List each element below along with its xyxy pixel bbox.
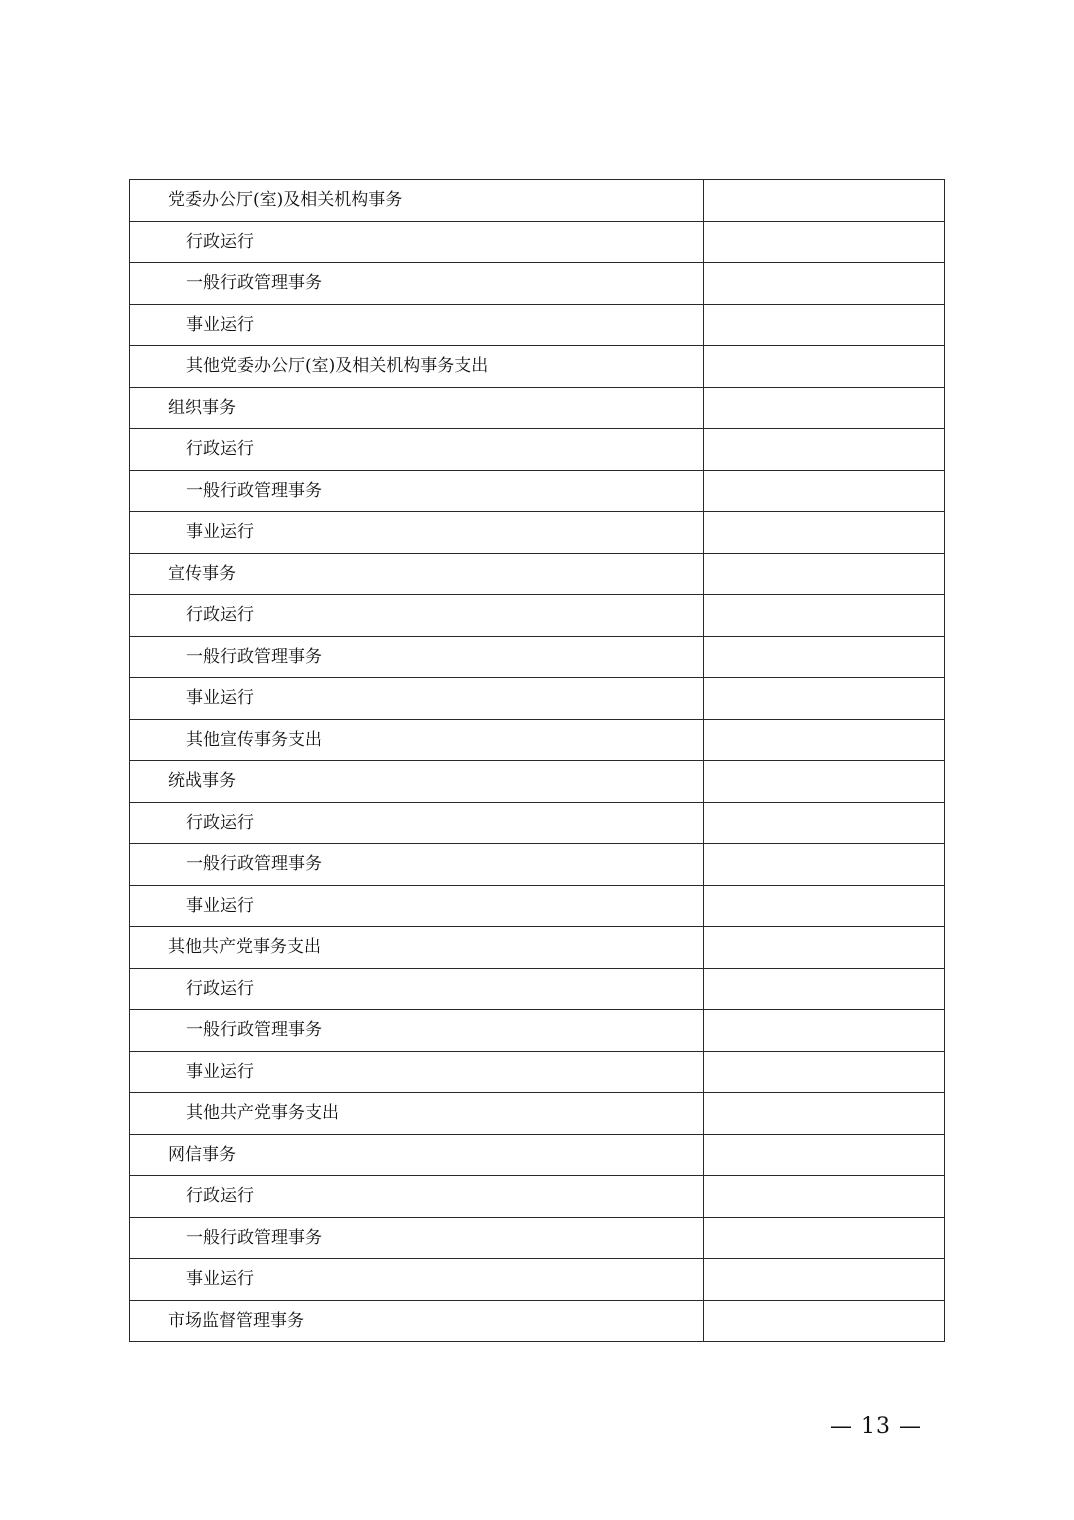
table-row: [130, 346, 945, 388]
category-label: 宣传事务: [130, 553, 704, 595]
amount-cell: [704, 1217, 945, 1259]
amount-cell: [704, 1300, 945, 1342]
table-row: [130, 387, 945, 429]
table-body: [130, 180, 945, 1342]
table-row: [130, 1051, 945, 1093]
sub-item-label: 事业运行: [130, 1051, 704, 1093]
table-row: [130, 429, 945, 471]
table-row: [130, 802, 945, 844]
category-label: 统战事务: [130, 761, 704, 803]
page-number: — 13 —: [830, 1414, 922, 1439]
amount-cell: [704, 553, 945, 595]
sub-item-label: 事业运行: [130, 512, 704, 554]
amount-cell: [704, 636, 945, 678]
table-row: [130, 844, 945, 886]
table-row: [130, 221, 945, 263]
table-row: [130, 304, 945, 346]
amount-cell: [704, 512, 945, 554]
table-row: [130, 719, 945, 761]
sub-item-label: 一般行政管理事务: [130, 470, 704, 512]
amount-cell: [704, 263, 945, 305]
amount-cell: [704, 1176, 945, 1218]
amount-cell: [704, 387, 945, 429]
amount-cell: [704, 719, 945, 761]
table-row: [130, 927, 945, 969]
table-row: [130, 1010, 945, 1052]
sub-item-label: 事业运行: [130, 1259, 704, 1301]
table-row: [130, 885, 945, 927]
amount-cell: [704, 802, 945, 844]
amount-cell: [704, 1259, 945, 1301]
table-row: [130, 968, 945, 1010]
category-label: 组织事务: [130, 387, 704, 429]
amount-cell: [704, 221, 945, 263]
sub-item-label: 行政运行: [130, 595, 704, 637]
table-row: [130, 1259, 945, 1301]
amount-cell: [704, 968, 945, 1010]
sub-item-label: 行政运行: [130, 429, 704, 471]
category-label: 网信事务: [130, 1134, 704, 1176]
table-row: [130, 512, 945, 554]
amount-cell: [704, 885, 945, 927]
table-row: [130, 1300, 945, 1342]
sub-item-label: 行政运行: [130, 968, 704, 1010]
amount-cell: [704, 595, 945, 637]
sub-item-label: 行政运行: [130, 221, 704, 263]
sub-item-label: 事业运行: [130, 885, 704, 927]
sub-item-label: 事业运行: [130, 678, 704, 720]
amount-cell: [704, 429, 945, 471]
sub-item-label: 其他宣传事务支出: [130, 719, 704, 761]
sub-item-label: 其他党委办公厅(室)及相关机构事务支出: [130, 346, 704, 388]
amount-cell: [704, 304, 945, 346]
table-row: [130, 1176, 945, 1218]
amount-cell: [704, 678, 945, 720]
amount-cell: [704, 1093, 945, 1135]
budget-table: [129, 179, 945, 1342]
category-label: 市场监督管理事务: [130, 1300, 704, 1342]
sub-item-label: 一般行政管理事务: [130, 263, 704, 305]
table-row: [130, 180, 945, 222]
sub-item-label: 一般行政管理事务: [130, 844, 704, 886]
table-row: [130, 761, 945, 803]
table-row: [130, 553, 945, 595]
table-row: [130, 636, 945, 678]
sub-item-label: 事业运行: [130, 304, 704, 346]
sub-item-label: 一般行政管理事务: [130, 636, 704, 678]
table-row: [130, 263, 945, 305]
amount-cell: [704, 927, 945, 969]
table-row: [130, 1093, 945, 1135]
amount-cell: [704, 1051, 945, 1093]
amount-cell: [704, 180, 945, 222]
table-row: [130, 1134, 945, 1176]
amount-cell: [704, 1134, 945, 1176]
sub-item-label: 行政运行: [130, 802, 704, 844]
table-row: [130, 595, 945, 637]
category-label: 党委办公厅(室)及相关机构事务: [130, 180, 704, 222]
sub-item-label: 一般行政管理事务: [130, 1010, 704, 1052]
amount-cell: [704, 844, 945, 886]
table-row: [130, 470, 945, 512]
sub-item-label: 一般行政管理事务: [130, 1217, 704, 1259]
amount-cell: [704, 346, 945, 388]
sub-item-label: 其他共产党事务支出: [130, 1093, 704, 1135]
amount-cell: [704, 470, 945, 512]
sub-item-label: 行政运行: [130, 1176, 704, 1218]
table-row: [130, 678, 945, 720]
amount-cell: [704, 1010, 945, 1052]
category-label: 其他共产党事务支出: [130, 927, 704, 969]
table-row: [130, 1217, 945, 1259]
amount-cell: [704, 761, 945, 803]
